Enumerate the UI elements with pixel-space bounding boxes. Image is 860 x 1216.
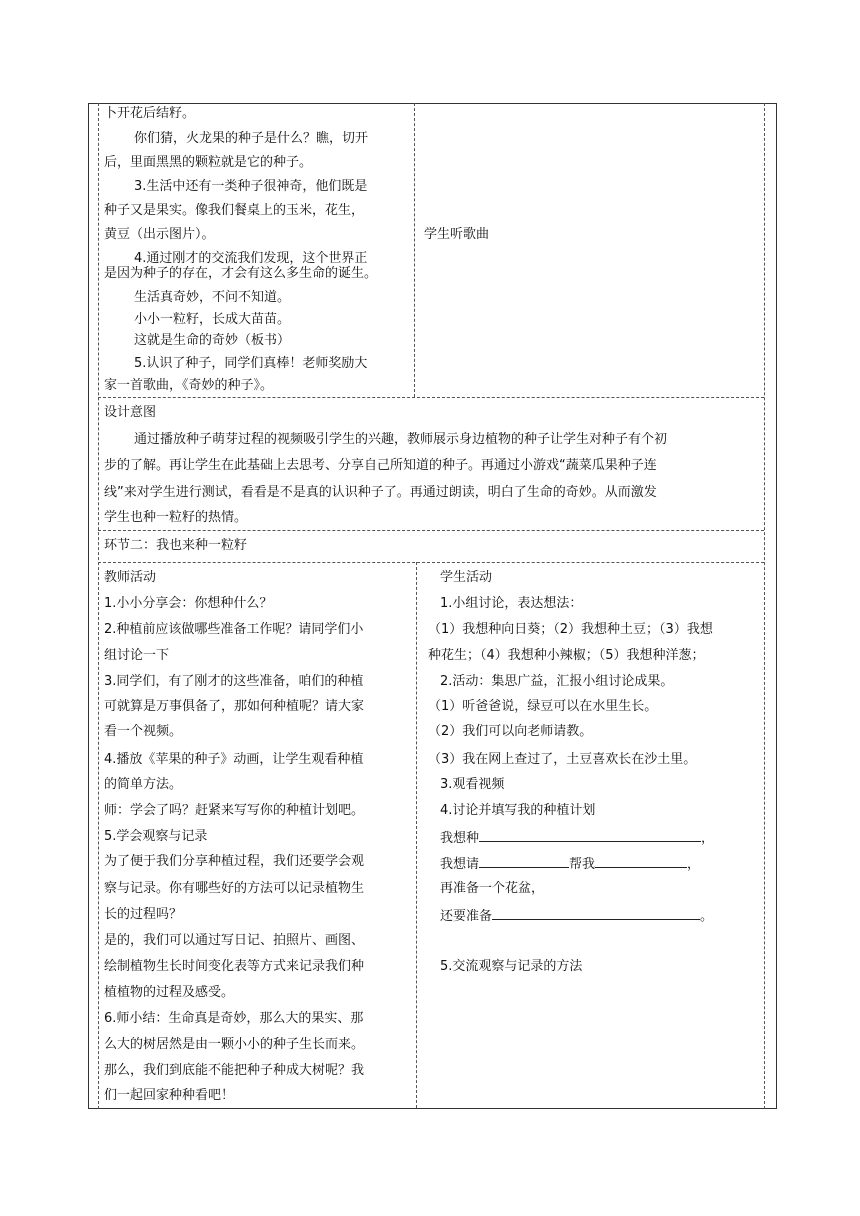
table-bottom-border — [88, 1108, 776, 1109]
plan-ask-blank[interactable] — [479, 853, 569, 868]
paragraph-line: 那么，我们到底能不能把种子种成大树呢？我 — [104, 1063, 365, 1078]
paragraph-line: 师：学会了吗？赶紧来写写你的种植计划吧。 — [104, 803, 365, 818]
paragraph-line: （3）我在网上查过了，土豆喜欢长在沙土里。 — [428, 752, 697, 767]
paragraph-line: 绘制植物生长时间变化表等方式来记录我们种 — [104, 959, 365, 974]
paragraph-line: 卜开花后结籽。 — [104, 106, 196, 121]
paragraph-line: 黄豆（出示图片）。 — [104, 227, 215, 242]
paragraph-line: 5.认识了种子，同学们真棒！老师奖励大 — [134, 356, 368, 371]
paragraph-line: 生活真奇妙，不问不知道。 — [134, 290, 291, 305]
plan-want-blank[interactable] — [479, 827, 701, 842]
paragraph-line: 5.学会观察与记录 — [104, 829, 208, 844]
paragraph-line: 察与记录。你有哪些好的方法可以记录植物生 — [104, 881, 365, 896]
paragraph-line: 家一首歌曲，《奇妙的种子》。 — [104, 378, 274, 393]
table-left-border — [88, 103, 89, 1109]
paragraph-line: 通过播放种子萌芽过程的视频吸引学生的兴趣，教师展示身边植物的种子让学生对种子有个初 — [134, 432, 668, 447]
teacher-heading: 教师活动 — [104, 570, 157, 585]
paragraph-line: 的简单方法。 — [104, 777, 183, 792]
paragraph-line: 们一起回家种种看吧！ — [104, 1088, 235, 1103]
row-separator-3 — [98, 562, 764, 563]
paragraph-line: 1.小组讨论，表达想法： — [440, 596, 583, 611]
table-right-border — [776, 103, 777, 1109]
paragraph-line: 是的，我们可以通过写日记、拍照片、画图、 — [104, 933, 365, 948]
paragraph-line: 这就是生命的奇妙（板书） — [134, 333, 291, 348]
plan-prepare-label: 还要准备 — [440, 909, 493, 924]
paragraph-line: 2.种植前应该做哪些准备工作呢？请同学们小 — [104, 622, 364, 637]
paragraph-line: 4.播放《苹果的种子》动画，让学生观看种植 — [104, 752, 364, 767]
paragraph-line: 长的过程吗？ — [104, 907, 183, 922]
paragraph-line: 小小一粒籽，长成大苗苗。 — [134, 312, 291, 327]
paragraph-line: 可就算是万事俱备了，那如何种植呢？请大家 — [104, 699, 365, 714]
paragraph-line: （1）我想种向日葵；（2）我想种土豆；（3）我想 — [428, 622, 713, 637]
plan-want-label: 我想种 — [440, 831, 480, 846]
paragraph-line: 2.活动：集思广益，汇报小组讨论成果。 — [440, 674, 674, 689]
plan-ask-line — [440, 853, 700, 875]
plan-pot-line: 再准备一个花盆， — [440, 881, 545, 896]
section-title: 环节二：我也来种一粒籽 — [104, 538, 248, 553]
paragraph-line: 学生也种一粒籽的热情。 — [104, 510, 248, 525]
paragraph-line: 3.观看视频 — [440, 777, 505, 792]
paragraph-line: 5.交流观察与记录的方法 — [440, 959, 583, 974]
paragraph-line: （1）听爸爸说，绿豆可以在水里生长。 — [428, 699, 658, 714]
row4-column-divider — [416, 562, 417, 1108]
paragraph-line: 你们猜，火龙果的种子是什么？瞧，切开 — [134, 131, 369, 146]
student-heading: 学生活动 — [440, 570, 493, 585]
paragraph-line: 后，里面黑黑的颗粒就是它的种子。 — [104, 155, 313, 170]
row-separator-1 — [98, 397, 764, 398]
plan-prepare-line — [440, 905, 713, 927]
plan-help-blank[interactable] — [595, 853, 687, 868]
plan-prepare-end: 。 — [700, 909, 714, 924]
row-separator-2 — [98, 530, 764, 531]
paragraph-line: 是因为种子的存在，才会有这么多生命的诞生。 — [104, 266, 378, 281]
paragraph-line: 步的了解。再让学生在此基础上去思考、分享自己所知道的种子。再通过小游戏“蔬菜瓜果种子连 — [104, 458, 657, 473]
paragraph-line: 线”来对学生进行测试，看看是不是真的认识种子了。再通过朗读，明白了生命的奇妙。从而激发 — [104, 485, 657, 500]
paragraph-line: 为了便于我们分享种植过程，我们还要学会观 — [104, 854, 365, 869]
paragraph-line: 看一个视频。 — [104, 724, 183, 739]
paragraph-line: 种子又是果实。像我们餐桌上的玉米，花生， — [104, 203, 365, 218]
plan-ask-end: ， — [687, 857, 701, 872]
design-heading: 设计意图 — [104, 405, 157, 420]
plan-ask-mid: 帮我 — [569, 857, 596, 872]
student-listens-song: 学生听歌曲 — [424, 227, 490, 242]
paragraph-line: 3.同学们，有了刚才的这些准备，咱们的种植 — [104, 674, 364, 689]
paragraph-line: （2）我们可以向老师请教。 — [428, 724, 593, 739]
cell-right-edge — [764, 103, 765, 1109]
cell-left-edge — [98, 103, 99, 1109]
paragraph-line: 么大的树居然是由一颗小小的种子生长而来。 — [104, 1037, 365, 1052]
plan-want-end: ， — [701, 831, 715, 846]
paragraph-line: 4.通过刚才的交流我们发现，这个世界正 — [134, 251, 368, 266]
paragraph-line: 组讨论一下 — [104, 648, 170, 663]
paragraph-line: 4.讨论并填写我的种植计划 — [440, 803, 596, 818]
paragraph-line: 6.师小结：生命真是奇妙，那么大的果实、那 — [104, 1011, 364, 1026]
paragraph-line: 植植物的过程及感受。 — [104, 985, 235, 1000]
paragraph-line: 3.生活中还有一类种子很神奇，他们既是 — [134, 179, 368, 194]
paragraph-line: 种花生；（4）我想种小辣椒；（5）我想种洋葱； — [428, 648, 705, 663]
plan-want-line — [440, 827, 714, 849]
plan-ask-label: 我想请 — [440, 857, 480, 872]
paragraph-line: 1.小小分享会：你想种什么？ — [104, 596, 273, 611]
plan-prepare-blank[interactable] — [492, 905, 700, 920]
row1-column-divider — [414, 103, 415, 397]
